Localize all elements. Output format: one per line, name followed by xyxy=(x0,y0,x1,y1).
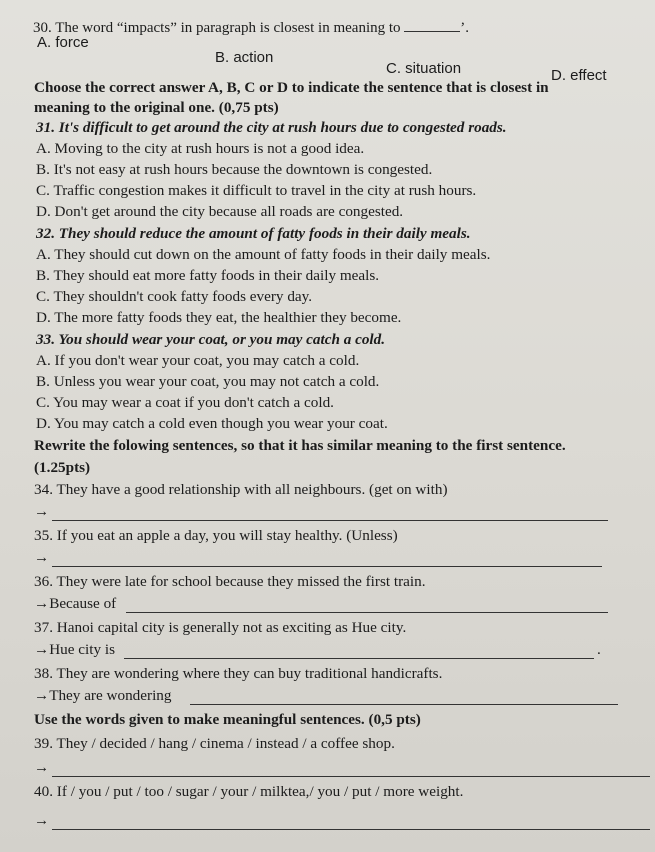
q31-stem: 31. It's difficult to get around the city at rush hours due to congested roads. xyxy=(36,119,507,136)
q31-option-a[interactable]: A. Moving to the city at rush hours is not a good idea. xyxy=(36,140,365,157)
q40-arrow: → xyxy=(34,812,50,829)
q31-option-d[interactable]: D. Don't get around the city because all roads are congested. xyxy=(36,203,404,220)
q33-stem: 33. You should wear your coat, or you may catch a cold. xyxy=(36,331,386,348)
q38-stem: 38. They are wondering where they can buy traditional handicrafts. xyxy=(34,665,443,682)
q40-stem: 40. If / you / put / too / sugar / your / milktea,/ you / put / more weight. xyxy=(34,783,464,800)
q40-answer-line[interactable] xyxy=(52,829,650,830)
q30-option-d[interactable]: D. effect xyxy=(551,67,607,84)
q33-option-b[interactable]: B. Unless you wear your coat, you may not catch a cold. xyxy=(36,373,380,390)
q37-answer-line[interactable] xyxy=(124,658,594,659)
q38-lead: →They are wondering xyxy=(34,687,172,704)
q32-option-c[interactable]: C. They shouldn't cook fatty foods every day. xyxy=(36,288,313,305)
q30-blank[interactable] xyxy=(404,17,460,32)
q30-option-b[interactable]: B. action xyxy=(215,49,274,66)
q35-answer-line[interactable] xyxy=(52,566,602,567)
q36-lead: →Because of xyxy=(34,595,117,612)
section-synonym-heading-2: meaning to the original one. (0,75 pts) xyxy=(34,99,279,116)
q33-option-c[interactable]: C. You may wear a coat if you don't catch a cold. xyxy=(36,394,334,411)
q39-arrow: → xyxy=(34,759,50,776)
q30-prompt-text: 30. The word “impacts” in paragraph is closest in meaning to xyxy=(33,20,401,36)
q34-arrow: → xyxy=(34,503,50,520)
section-rewrite-heading-1: Rewrite the folowing sentences, so that it has similar meaning to the first sentence. xyxy=(34,437,566,454)
section-words-heading: Use the words given to make meaningful sentences. (0,5 pts) xyxy=(34,711,421,728)
q35-stem: 35. If you eat an apple a day, you will stay healthy. (Unless) xyxy=(34,527,398,544)
q31-option-c[interactable]: C. Traffic congestion makes it difficult to travel in the city at rush hours. xyxy=(36,182,477,199)
q32-option-a[interactable]: A. They should cut down on the amount of fatty foods in their daily meals. xyxy=(36,246,491,263)
q39-answer-line[interactable] xyxy=(52,776,650,777)
q30-option-a[interactable]: A. force xyxy=(37,34,89,51)
q37-lead: →Hue city is xyxy=(34,641,115,658)
q37-stem: 37. Hanoi capital city is generally not as exciting as Hue city. xyxy=(34,619,407,636)
q37-end: . xyxy=(597,641,601,658)
q36-answer-line[interactable] xyxy=(126,612,608,613)
q30-prompt xyxy=(33,17,469,37)
q34-answer-line[interactable] xyxy=(52,520,608,521)
q38-answer-line[interactable] xyxy=(190,704,618,705)
q34-stem: 34. They have a good relationship with all neighbours. (get on with) xyxy=(34,481,448,498)
q32-option-d[interactable]: D. The more fatty foods they eat, the healthier they become. xyxy=(36,309,402,326)
q36-stem: 36. They were late for school because they missed the first train. xyxy=(34,573,426,590)
q32-option-b[interactable]: B. They should eat more fatty foods in their daily meals. xyxy=(36,267,380,284)
q30-option-c[interactable]: C. situation xyxy=(386,60,462,77)
q35-arrow: → xyxy=(34,549,50,566)
q31-option-b[interactable]: B. It's not easy at rush hours because the downtown is congested. xyxy=(36,161,433,178)
section-rewrite-heading-2: (1.25pts) xyxy=(34,459,91,476)
q39-stem: 39. They / decided / hang / cinema / instead / a coffee shop. xyxy=(34,735,395,752)
q33-option-d[interactable]: D. You may catch a cold even though you wear your coat. xyxy=(36,415,388,432)
q30-prompt-end: ’. xyxy=(460,20,470,36)
q33-option-a[interactable]: A. If you don't wear your coat, you may catch a cold. xyxy=(36,352,360,369)
section-synonym-heading-1: Choose the correct answer A, B, C or D to indicate the sentence that is closest in xyxy=(34,79,549,96)
q32-stem: 32. They should reduce the amount of fatty foods in their daily meals. xyxy=(36,225,471,242)
